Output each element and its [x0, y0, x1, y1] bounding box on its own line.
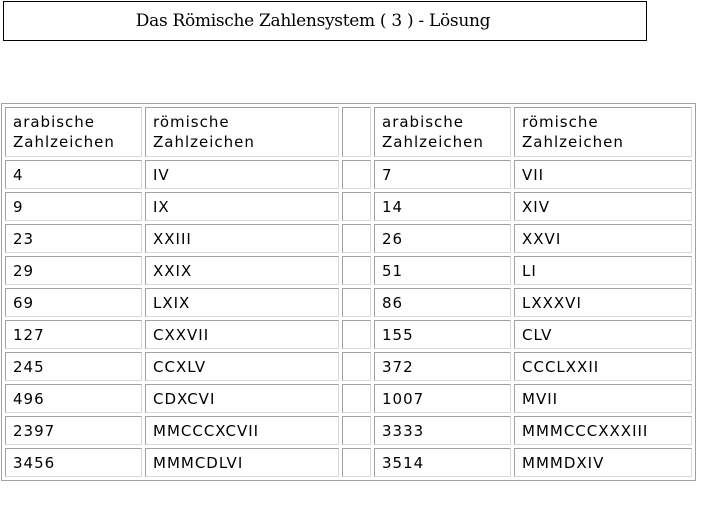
header-right-arabic-line1: arabische — [382, 113, 465, 131]
spacer-cell — [342, 160, 371, 189]
roman-right-cell: CLV — [514, 320, 692, 349]
header-left-roman — [145, 107, 339, 157]
arabic-left-cell: 4 — [5, 160, 142, 189]
arabic-left-cell: 127 — [5, 320, 142, 349]
roman-left-cell: MMMCDLVI — [145, 448, 339, 477]
table-row — [5, 256, 692, 285]
roman-left-cell: IX — [145, 192, 339, 221]
arabic-right-cell: 372 — [374, 352, 511, 381]
roman-right-cell: MMMCCCXXXIII — [514, 416, 692, 445]
header-spacer-cell — [342, 107, 371, 157]
page-title: Das Römische Zahlensystem ( 3 ) - Lösung — [135, 11, 491, 31]
roman-right-cell: MVII — [514, 384, 692, 413]
arabic-left-cell: 69 — [5, 288, 142, 317]
roman-left-cell: CCXLV — [145, 352, 339, 381]
header-right-roman-line2: Zahlzeichen — [522, 133, 624, 151]
spacer-cell — [342, 448, 371, 477]
roman-left-cell: XXIX — [145, 256, 339, 285]
arabic-left-cell: 3456 — [5, 448, 142, 477]
arabic-left-cell: 29 — [5, 256, 142, 285]
table-row — [5, 160, 692, 189]
roman-left-cell: CDXCVI — [145, 384, 339, 413]
roman-left-cell: XXIII — [145, 224, 339, 253]
header-right-arabic-line2: Zahlzeichen — [382, 133, 484, 151]
roman-right-cell: XXVI — [514, 224, 692, 253]
arabic-left-cell: 9 — [5, 192, 142, 221]
roman-left-cell: IV — [145, 160, 339, 189]
table-row — [5, 192, 692, 221]
spacer-cell — [342, 256, 371, 285]
table-header-row — [5, 107, 692, 157]
spacer-cell — [342, 352, 371, 381]
roman-right-cell: CCCLXXII — [514, 352, 692, 381]
header-right-arabic — [374, 107, 511, 157]
spacer-cell — [342, 320, 371, 349]
table-body — [5, 107, 692, 477]
arabic-right-cell: 51 — [374, 256, 511, 285]
header-left-arabic — [5, 107, 142, 157]
arabic-right-cell: 1007 — [374, 384, 511, 413]
arabic-left-cell: 245 — [5, 352, 142, 381]
arabic-right-cell: 14 — [374, 192, 511, 221]
arabic-right-cell: 7 — [374, 160, 511, 189]
roman-left-cell: MMCCCXCVII — [145, 416, 339, 445]
arabic-right-cell: 155 — [374, 320, 511, 349]
spacer-cell — [342, 192, 371, 221]
table-row — [5, 448, 692, 477]
header-left-arabic-line1: arabische — [13, 113, 96, 131]
arabic-left-cell: 2397 — [5, 416, 142, 445]
table-row — [5, 224, 692, 253]
header-left-roman-line2: Zahlzeichen — [153, 133, 255, 151]
arabic-right-cell: 86 — [374, 288, 511, 317]
arabic-right-cell: 26 — [374, 224, 511, 253]
spacer-cell — [342, 224, 371, 253]
roman-right-cell: LXXXVI — [514, 288, 692, 317]
title-box — [3, 1, 647, 41]
arabic-left-cell: 496 — [5, 384, 142, 413]
table-row — [5, 288, 692, 317]
roman-left-cell: CXXVII — [145, 320, 339, 349]
roman-right-cell: VII — [514, 160, 692, 189]
table-row — [5, 416, 692, 445]
table-row — [5, 320, 692, 349]
arabic-right-cell: 3514 — [374, 448, 511, 477]
spacer-cell — [342, 416, 371, 445]
spacer-cell — [342, 384, 371, 413]
arabic-right-cell: 3333 — [374, 416, 511, 445]
table-row — [5, 384, 692, 413]
roman-right-cell: MMMDXIV — [514, 448, 692, 477]
roman-numeral-table — [1, 103, 696, 481]
roman-left-cell: LXIX — [145, 288, 339, 317]
roman-right-cell: XIV — [514, 192, 692, 221]
header-left-roman-line1: römische — [153, 113, 230, 131]
header-right-roman — [514, 107, 692, 157]
arabic-left-cell: 23 — [5, 224, 142, 253]
roman-right-cell: LI — [514, 256, 692, 285]
spacer-cell — [342, 288, 371, 317]
header-left-arabic-line2: Zahlzeichen — [13, 133, 115, 151]
header-right-roman-line1: römische — [522, 113, 599, 131]
table-row — [5, 352, 692, 381]
